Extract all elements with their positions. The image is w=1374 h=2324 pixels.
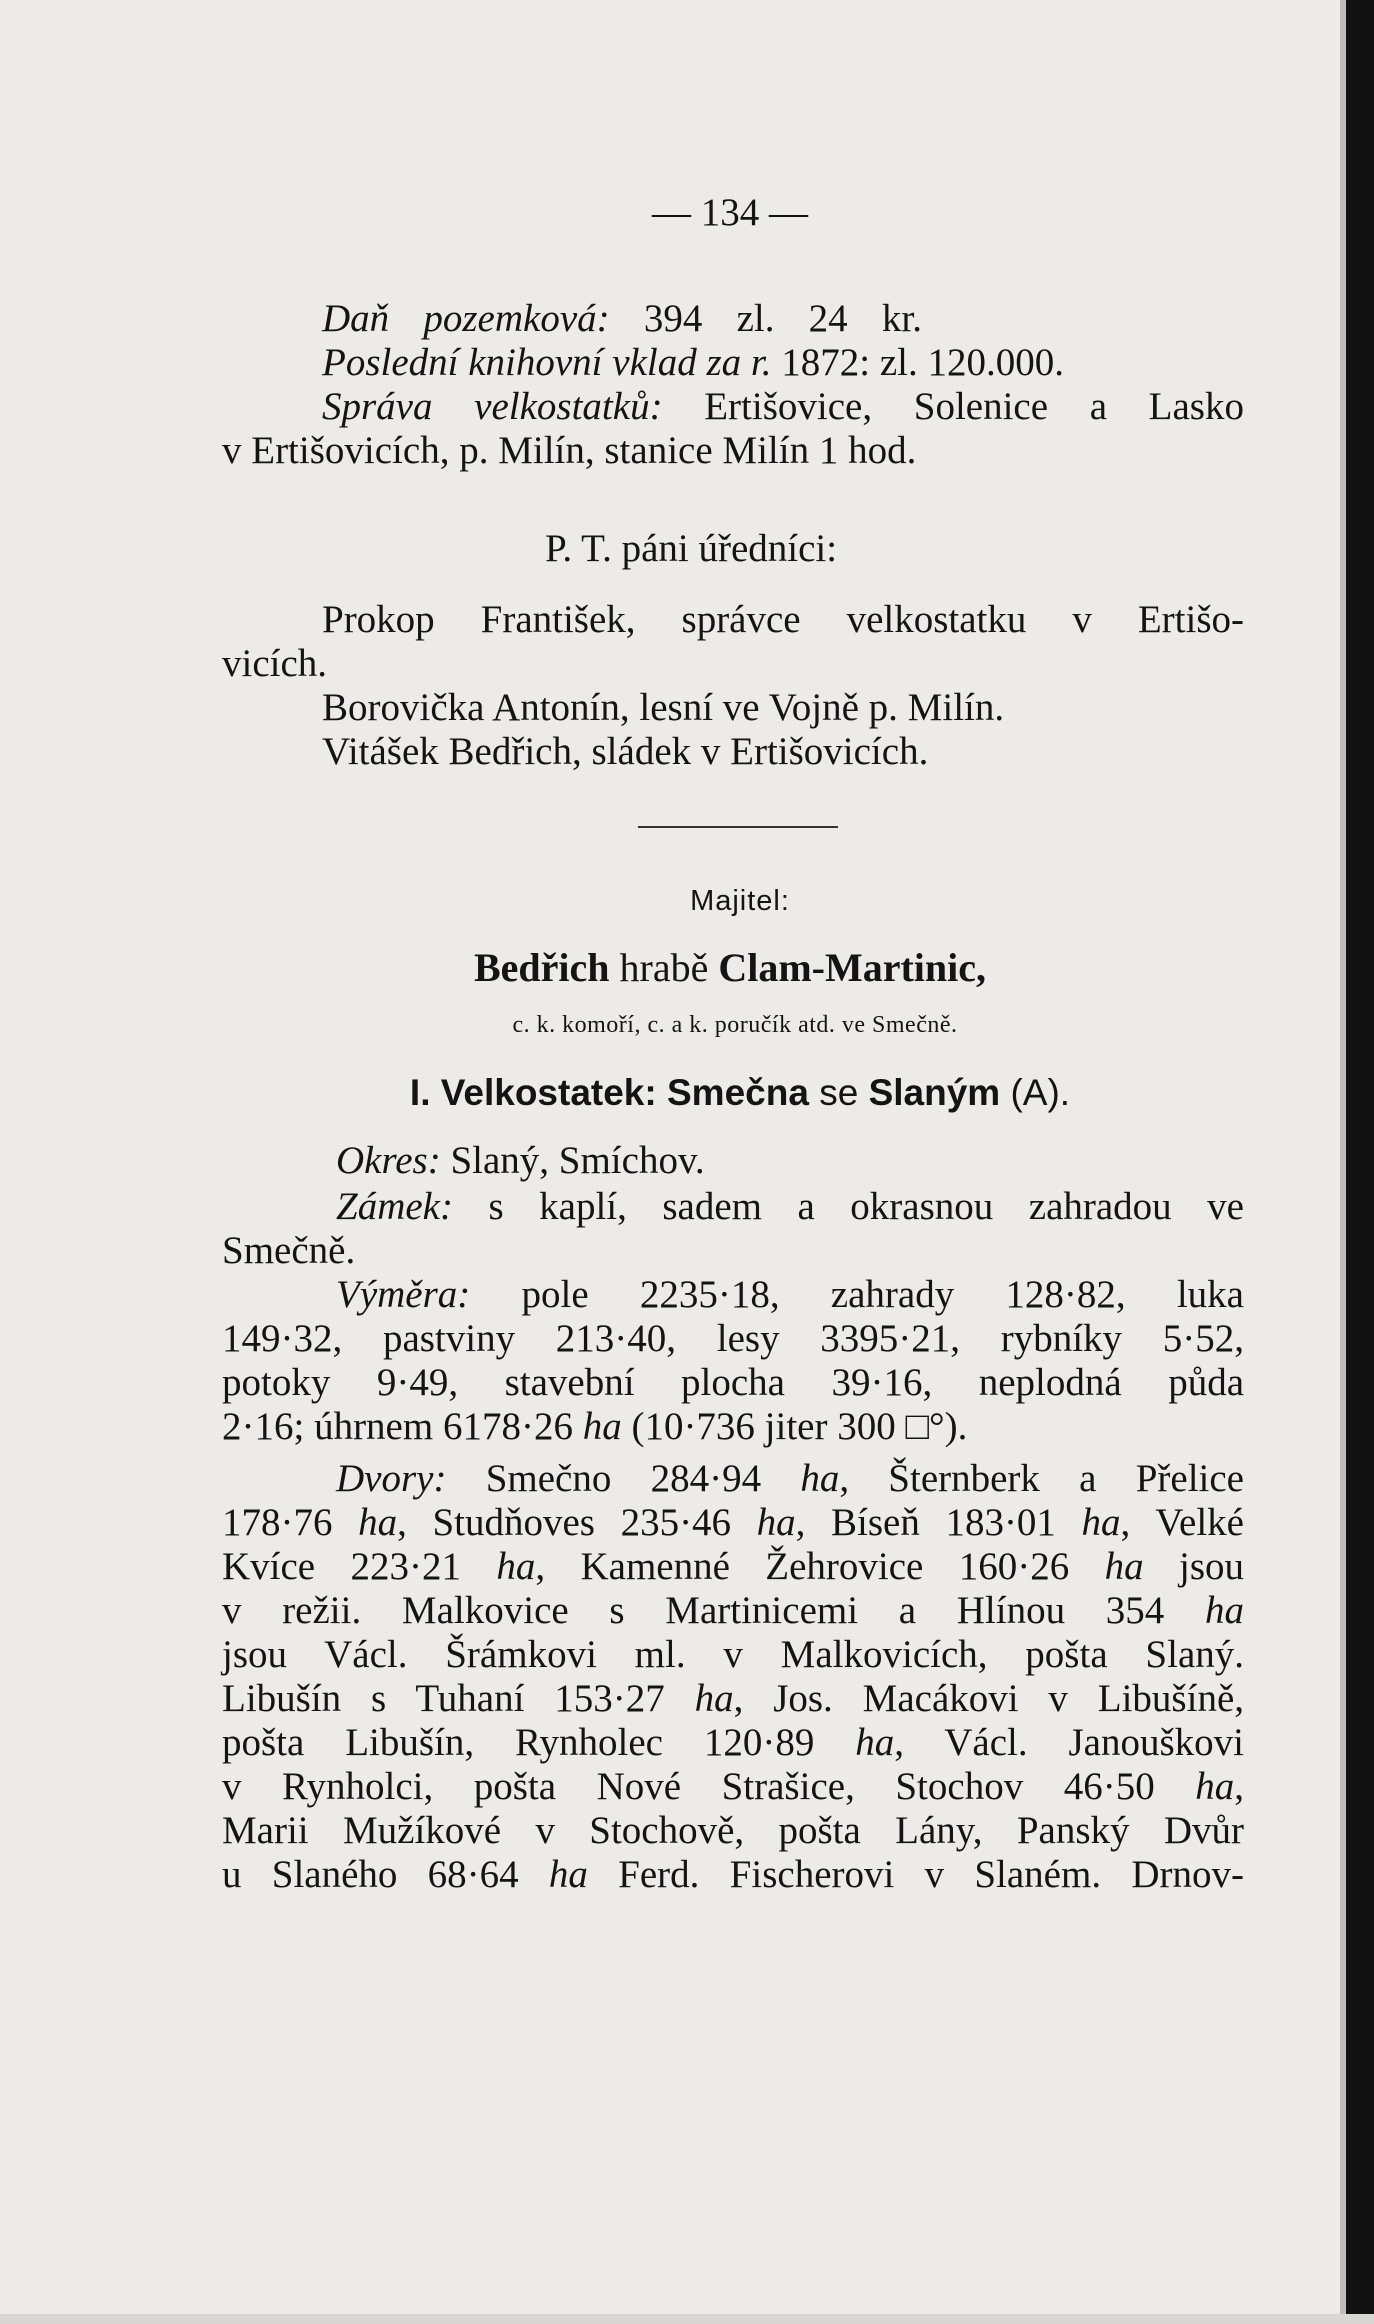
farms-line-8: v Rynholci, pošta Nové Strašice, Stochov 46·50 ha, — [222, 1765, 1244, 1808]
area-line-4: 2·16; úhrnem 6178·26 ha (10·736 jiter 300 □°). — [222, 1405, 968, 1448]
page-number: — 134 — — [652, 191, 808, 234]
management-cont-line: v Ertišovicích, p. Milín, stanice Milín 1 hod. — [222, 429, 917, 472]
section-divider — [638, 826, 838, 828]
farms-line-4: v režii. Malkovice s Martinicemi a Hlínou 354 ha — [222, 1589, 1244, 1632]
district-line: Okres: Slaný, Smíchov. — [336, 1139, 705, 1182]
farms-line-5: jsou Václ. Šrámkovi ml. v Malkovicích, pošta Slaný. — [222, 1633, 1244, 1676]
castle-cont-line: Smečně. — [222, 1229, 356, 1272]
farms-line-1: Dvory: Smečno 284·94 ha, Šternberk a Přelice — [336, 1457, 1244, 1500]
farms-line-6: Libušín s Tuhaní 153·27 ha, Jos. Macákovi v Libušíně, — [222, 1677, 1245, 1720]
official-1: Prokop František, správce velkostatku v Ertišo- — [322, 598, 1244, 641]
farms-line-7: pošta Libušín, Rynholec 120·89 ha, Václ. Janouškovi — [222, 1721, 1244, 1764]
owner-subtitle: c. k. komoří, c. a k. poručík atd. ve Smečně. — [512, 1012, 958, 1038]
farms-line-9: Marii Mužíkové v Stochově, pošta Lány, Panský Dvůr — [222, 1809, 1244, 1852]
official-1-cont: vicích. — [222, 642, 328, 685]
owner-label: Majitel: — [690, 885, 790, 917]
area-line-1: Výměra: pole 2235·18, zahrady 128·82, luka — [336, 1273, 1244, 1316]
estate-heading: I. Velkostatek: Smečna se Slaným (A). — [409, 1072, 1071, 1113]
management-line: Správa velkostatků: Ertišovice, Solenice a Lasko — [322, 385, 1244, 428]
area-line-2: 149·32, pastviny 213·40, lesy 3395·21, rybníky 5·52, — [222, 1317, 1244, 1360]
official-2: Borovička Antonín, lesní ve Vojně p. Milín. — [322, 686, 1005, 729]
area-line-3: potoky 9·49, stavební plocha 39·16, neplodná půda — [222, 1361, 1244, 1404]
owner-name: Bedřich hrabě Clam-Martinic, — [473, 945, 987, 990]
page-edge-bottom — [0, 2314, 1374, 2324]
farms-line-3: Kvíce 223·21 ha, Kamenné Žehrovice 160·26 ha jsou — [222, 1545, 1244, 1588]
officials-heading: P. T. páni úředníci: — [545, 527, 838, 570]
official-3: Vitášek Bedřich, sládek v Ertišovicích. — [322, 730, 929, 773]
tax-line: Daň pozemková: 394 zl. 24 kr. — [322, 297, 922, 340]
farms-line-10: u Slaného 68·64 ha Ferd. Fischerovi v Slaném. Drnov- — [222, 1853, 1244, 1896]
castle-line: Zámek: s kaplí, sadem a okrasnou zahradou ve — [336, 1185, 1244, 1228]
farms-line-2: 178·76 ha, Studňoves 235·46 ha, Bíseň 183·01 ha, Velké — [222, 1501, 1244, 1544]
deposit-line: Poslední knihovní vklad za r. 1872: zl. 120.000. — [322, 341, 1064, 384]
page-edge-dark — [1346, 0, 1374, 2324]
